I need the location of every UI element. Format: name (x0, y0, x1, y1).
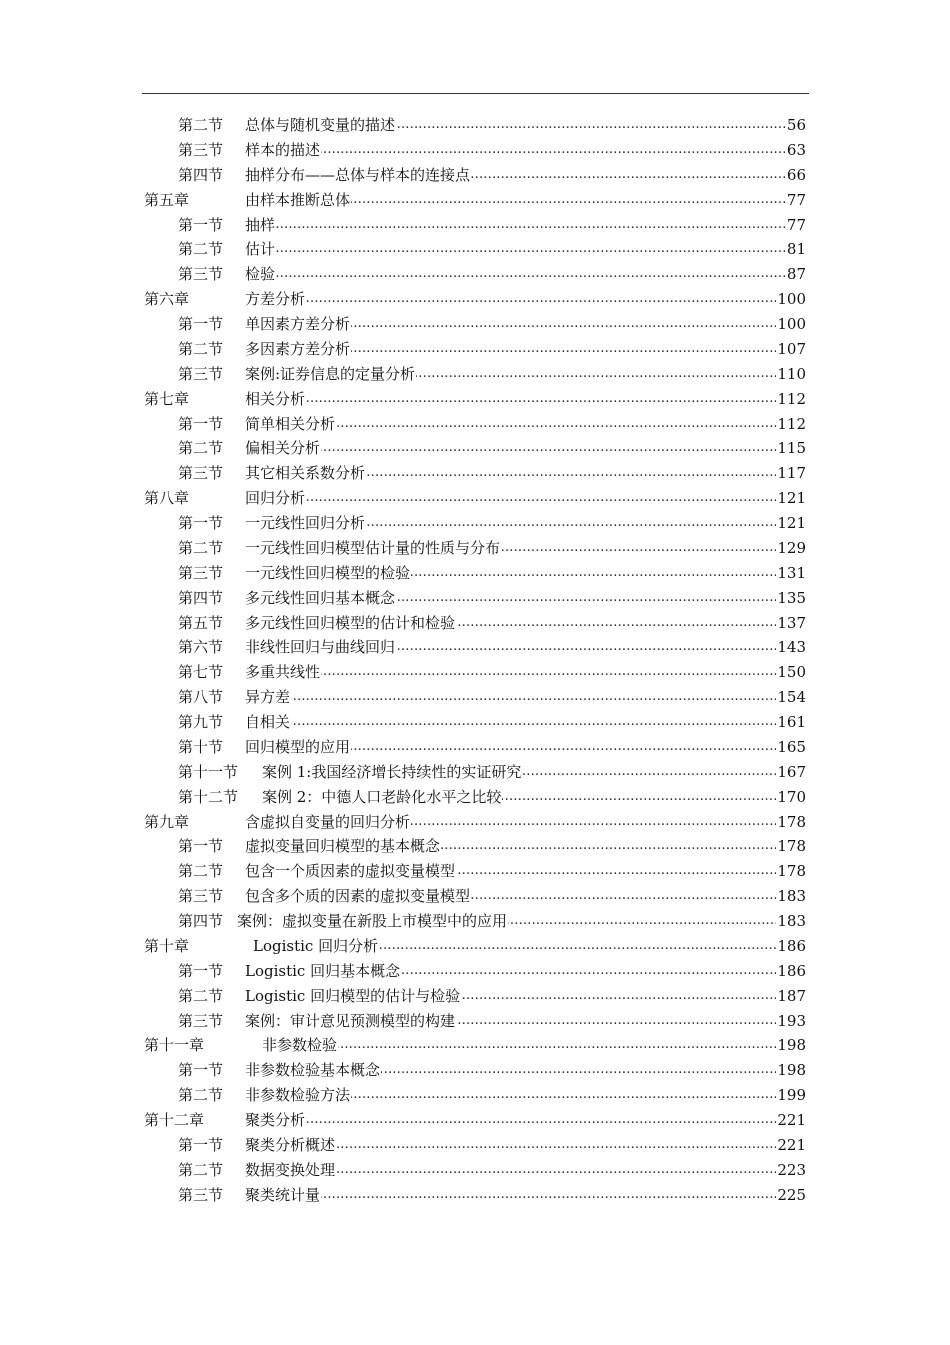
toc-chapter-entry[interactable] (0, 1108, 950, 1133)
toc-entry-label: 第一节 (178, 414, 224, 433)
toc-entry-title: Logistic 回归基本概念 (245, 959, 401, 984)
toc-section-entry[interactable] (0, 760, 950, 785)
toc-entry-label: 第十章 (144, 936, 190, 955)
toc-page-number: 143 (776, 635, 806, 660)
toc-entry-title: 一元线性回归分析 (245, 511, 366, 536)
toc-chapter-entry[interactable] (0, 934, 950, 959)
toc-dot-leader (245, 1183, 806, 1208)
toc-entry-title: Logistic 回归分析 (253, 934, 379, 959)
toc-entry-title: 包含一个质因素的虚拟变量模型 (245, 859, 456, 884)
toc-entry-title: 聚类分析概述 (245, 1133, 336, 1158)
toc-chapter-entry[interactable] (0, 287, 950, 312)
toc-section-entry[interactable] (0, 884, 950, 909)
toc-entry-title: 自相关 (245, 710, 291, 735)
toc-page-number: 154 (776, 685, 806, 710)
toc-page-number: 221 (776, 1133, 806, 1158)
toc-entry-label: 第九章 (144, 812, 190, 831)
toc-section-entry[interactable] (0, 785, 950, 810)
toc-entry-label: 第三节 (178, 140, 224, 159)
toc-entry-label: 第十一节 (178, 762, 239, 781)
toc-entry-label: 第一节 (178, 1135, 224, 1154)
toc-entry-title: 由样本推断总体 (245, 188, 351, 213)
toc-entry-label: 第三节 (178, 265, 224, 284)
toc-page-number: 186 (776, 959, 806, 984)
toc-entry-label: 第六节 (178, 638, 224, 657)
toc-entry-title: 其它相关系数分析 (245, 461, 366, 486)
toc-entry-title: 非参数检验 (262, 1033, 338, 1058)
toc-page-number: 115 (776, 436, 806, 461)
toc-page-number: 121 (776, 511, 806, 536)
toc-page-number: 135 (776, 586, 806, 611)
toc-page-number: 112 (776, 387, 806, 412)
toc-entry-label: 第三节 (178, 887, 224, 906)
toc-section-entry[interactable] (0, 1058, 950, 1083)
toc-entry-title: 案例:证券信息的定量分析 (245, 362, 416, 387)
toc-entry-title: 偏相关分析 (245, 436, 321, 461)
toc-section-entry[interactable] (0, 237, 950, 262)
toc-entry-label: 第三节 (178, 1011, 224, 1030)
toc-entry-label: 第一节 (178, 1061, 224, 1080)
toc-entry-title: 案例：审计意见预测模型的构建 (245, 1009, 456, 1034)
toc-section-entry[interactable] (0, 611, 950, 636)
toc-entry-label: 第一节 (178, 961, 224, 980)
toc-page-number: 183 (776, 909, 806, 934)
toc-entry-label: 第二节 (178, 1086, 224, 1105)
toc-entry-label: 第一节 (178, 315, 224, 333)
toc-entry-title: 非参数检验基本概念 (245, 1058, 381, 1083)
toc-dot-leader (245, 1108, 806, 1133)
toc-page-number: 129 (776, 536, 806, 561)
toc-entry-title: 多元线性回归基本概念 (245, 586, 396, 611)
toc-section-entry[interactable] (0, 312, 950, 337)
toc-entry-label: 第九节 (178, 713, 224, 731)
toc-entry-label: 第一节 (178, 215, 224, 234)
toc-entry-label: 第四节 (178, 165, 224, 184)
toc-dot-leader (245, 710, 806, 735)
toc-section-entry[interactable] (0, 1133, 950, 1158)
toc-chapter-entry[interactable] (0, 1033, 950, 1058)
toc-section-entry[interactable] (0, 362, 950, 387)
toc-entry-label: 第二节 (178, 240, 224, 259)
toc-entry-label: 第八节 (178, 688, 224, 707)
toc-entry-title: 多重共线性 (245, 660, 321, 685)
toc-entry-label: 第六章 (144, 290, 190, 309)
toc-section-entry[interactable] (0, 461, 950, 486)
toc-page-number: 107 (776, 337, 806, 362)
toc-dot-leader (245, 387, 806, 412)
toc-entry-title: 总体与随机变量的描述 (245, 113, 396, 138)
toc-page-number: 186 (776, 934, 806, 959)
toc-dot-leader (245, 213, 806, 238)
toc-section-entry[interactable] (0, 959, 950, 984)
toc-page-number: 183 (776, 884, 806, 909)
toc-section-entry[interactable] (0, 138, 950, 163)
toc-section-entry[interactable] (0, 1083, 950, 1108)
toc-entry-label: 第二节 (178, 339, 224, 358)
toc-entry-label: 第十节 (178, 737, 224, 756)
toc-entry-title: 简单相关分析 (245, 412, 336, 437)
toc-entry-title: 回归分析 (245, 486, 306, 511)
toc-dot-leader (245, 436, 806, 461)
toc-entry-label: 第十二章 (144, 1111, 205, 1129)
toc-page-number: 117 (776, 461, 806, 486)
toc-section-entry[interactable] (0, 635, 950, 660)
toc-entry-title: 数据变换处理 (245, 1158, 336, 1183)
toc-section-entry[interactable] (0, 660, 950, 685)
toc-page-number: 165 (776, 735, 806, 760)
toc-entry-title: 单因素方差分析 (245, 312, 351, 337)
toc-section-entry[interactable] (0, 511, 950, 536)
toc-section-entry[interactable] (0, 834, 950, 859)
toc-section-entry[interactable] (0, 909, 950, 934)
toc-entry-label: 第三节 (178, 563, 224, 582)
toc-entry-title: 聚类分析 (245, 1108, 306, 1133)
toc-entry-title: 一元线性回归模型估计量的性质与分布 (245, 536, 501, 561)
toc-section-entry[interactable] (0, 262, 950, 287)
toc-section-entry[interactable] (0, 412, 950, 437)
toc-section-entry[interactable] (0, 984, 950, 1009)
toc-dot-leader (262, 1033, 806, 1058)
toc-page-number: 131 (776, 561, 806, 586)
toc-entry-title: Logistic 回归模型的估计与检验 (245, 984, 461, 1009)
toc-page-number: 167 (776, 760, 806, 785)
toc-dot-leader (245, 685, 806, 710)
toc-entry-title: 相关分析 (245, 387, 306, 412)
toc-page-number: 150 (776, 660, 806, 685)
table-of-contents (0, 113, 950, 1208)
toc-section-entry[interactable] (0, 1158, 950, 1183)
toc-entry-title: 多因素方差分析 (245, 337, 351, 362)
toc-entry-title: 案例：虚拟变量在新股上市模型中的应用 (237, 909, 508, 934)
toc-entry-title: 方差分析 (245, 287, 306, 312)
toc-entry-title: 虚拟变量回归模型的基本概念 (245, 834, 441, 859)
toc-page-number: 161 (776, 710, 806, 735)
toc-section-entry[interactable] (0, 710, 950, 735)
header-rule (142, 93, 809, 94)
toc-entry-label: 第一节 (178, 514, 224, 532)
toc-entry-label: 第四节 (178, 588, 224, 607)
toc-entry-label: 第二节 (178, 439, 224, 458)
toc-dot-leader (245, 138, 806, 163)
toc-page-number: 63 (786, 138, 806, 163)
toc-section-entry[interactable] (0, 163, 950, 188)
toc-dot-leader (245, 287, 806, 312)
toc-entry-label: 第十一章 (144, 1036, 205, 1055)
toc-page-number: 66 (786, 163, 806, 188)
toc-chapter-entry[interactable] (0, 387, 950, 412)
toc-entry-label: 第七节 (178, 663, 224, 682)
toc-entry-label: 第四节 (178, 912, 224, 930)
toc-entry-label: 第二节 (178, 116, 224, 134)
toc-entry-title: 多元线性回归模型的估计和检验 (245, 611, 456, 636)
toc-entry-label: 第二节 (178, 538, 224, 557)
toc-page-number: 178 (776, 859, 806, 884)
toc-entry-title: 含虚拟自变量的回归分析 (245, 810, 411, 835)
toc-chapter-entry[interactable] (0, 486, 950, 511)
toc-entry-label: 第五章 (144, 190, 190, 209)
toc-entry-title: 回归模型的应用 (245, 735, 351, 760)
toc-entry-title: 估计 (245, 237, 276, 262)
toc-entry-label: 第三节 (178, 464, 224, 483)
toc-page-number: 178 (776, 834, 806, 859)
toc-section-entry[interactable] (0, 586, 950, 611)
toc-section-entry[interactable] (0, 561, 950, 586)
toc-page-number: 56 (786, 113, 806, 138)
toc-page-number: 223 (776, 1158, 806, 1183)
toc-page-number: 112 (776, 412, 806, 437)
toc-entry-title: 异方差 (245, 685, 291, 710)
toc-entry-title: 抽样 (245, 213, 276, 238)
toc-entry-title: 非参数检验方法 (245, 1083, 351, 1108)
toc-page-number: 225 (776, 1183, 806, 1208)
toc-entry-title: 样本的描述 (245, 138, 321, 163)
toc-entry-label: 第五节 (178, 613, 224, 632)
toc-entry-label: 第三节 (178, 364, 224, 383)
toc-section-entry[interactable] (0, 1009, 950, 1034)
toc-entry-title: 聚类统计量 (245, 1183, 321, 1208)
toc-page-number: 77 (786, 188, 806, 213)
toc-section-entry[interactable] (0, 536, 950, 561)
toc-entry-label: 第一节 (178, 837, 224, 856)
toc-page-number: 187 (776, 984, 806, 1009)
toc-page-number: 100 (776, 312, 806, 337)
toc-chapter-entry[interactable] (0, 810, 950, 835)
toc-entry-title: 案例 2：中德人口老龄化水平之比较 (262, 785, 502, 810)
toc-section-entry[interactable] (0, 337, 950, 362)
toc-section-entry[interactable] (0, 436, 950, 461)
toc-page-number: 100 (776, 287, 806, 312)
toc-page-number: 110 (776, 362, 806, 387)
toc-section-entry[interactable] (0, 1183, 950, 1208)
toc-entry-label: 第二节 (178, 986, 224, 1005)
toc-entry-title: 检验 (245, 262, 276, 287)
toc-page-number: 178 (776, 810, 806, 835)
toc-page-number: 137 (776, 611, 806, 636)
toc-entry-title: 包含多个质的因素的虚拟变量模型 (245, 884, 471, 909)
toc-entry-label: 第二节 (178, 1160, 224, 1179)
toc-page-number: 87 (786, 262, 806, 287)
toc-page-number: 81 (786, 237, 806, 262)
toc-page-number: 198 (776, 1033, 806, 1058)
toc-entry-title: 案例 1:我国经济增长持续性的实证研究 (262, 760, 522, 785)
toc-chapter-entry[interactable] (0, 188, 950, 213)
toc-page-number: 77 (786, 213, 806, 238)
toc-entry-title: 抽样分布——总体与样本的连接点 (245, 163, 471, 188)
toc-entry-label: 第十二节 (178, 787, 239, 806)
toc-section-entry[interactable] (0, 213, 950, 238)
toc-entry-label: 第二节 (178, 862, 224, 881)
toc-entry-title: 一元线性回归模型的检验 (245, 561, 411, 586)
toc-page-number: 121 (776, 486, 806, 511)
toc-entry-label: 第七章 (144, 389, 190, 408)
toc-page-number: 193 (776, 1009, 806, 1034)
toc-section-entry[interactable] (0, 859, 950, 884)
toc-section-entry[interactable] (0, 113, 950, 138)
toc-entry-label: 第八章 (144, 489, 190, 508)
toc-section-entry[interactable] (0, 685, 950, 710)
toc-section-entry[interactable] (0, 735, 950, 760)
toc-page-number: 198 (776, 1058, 806, 1083)
toc-page-number: 221 (776, 1108, 806, 1133)
toc-page-number: 199 (776, 1083, 806, 1108)
toc-dot-leader (245, 486, 806, 511)
toc-dot-leader (245, 262, 806, 287)
toc-page-number: 170 (776, 785, 806, 810)
toc-entry-title: 非线性回归与曲线回归 (245, 635, 396, 660)
toc-dot-leader (245, 660, 806, 685)
toc-entry-label: 第三节 (178, 1185, 224, 1204)
toc-dot-leader (245, 237, 806, 262)
